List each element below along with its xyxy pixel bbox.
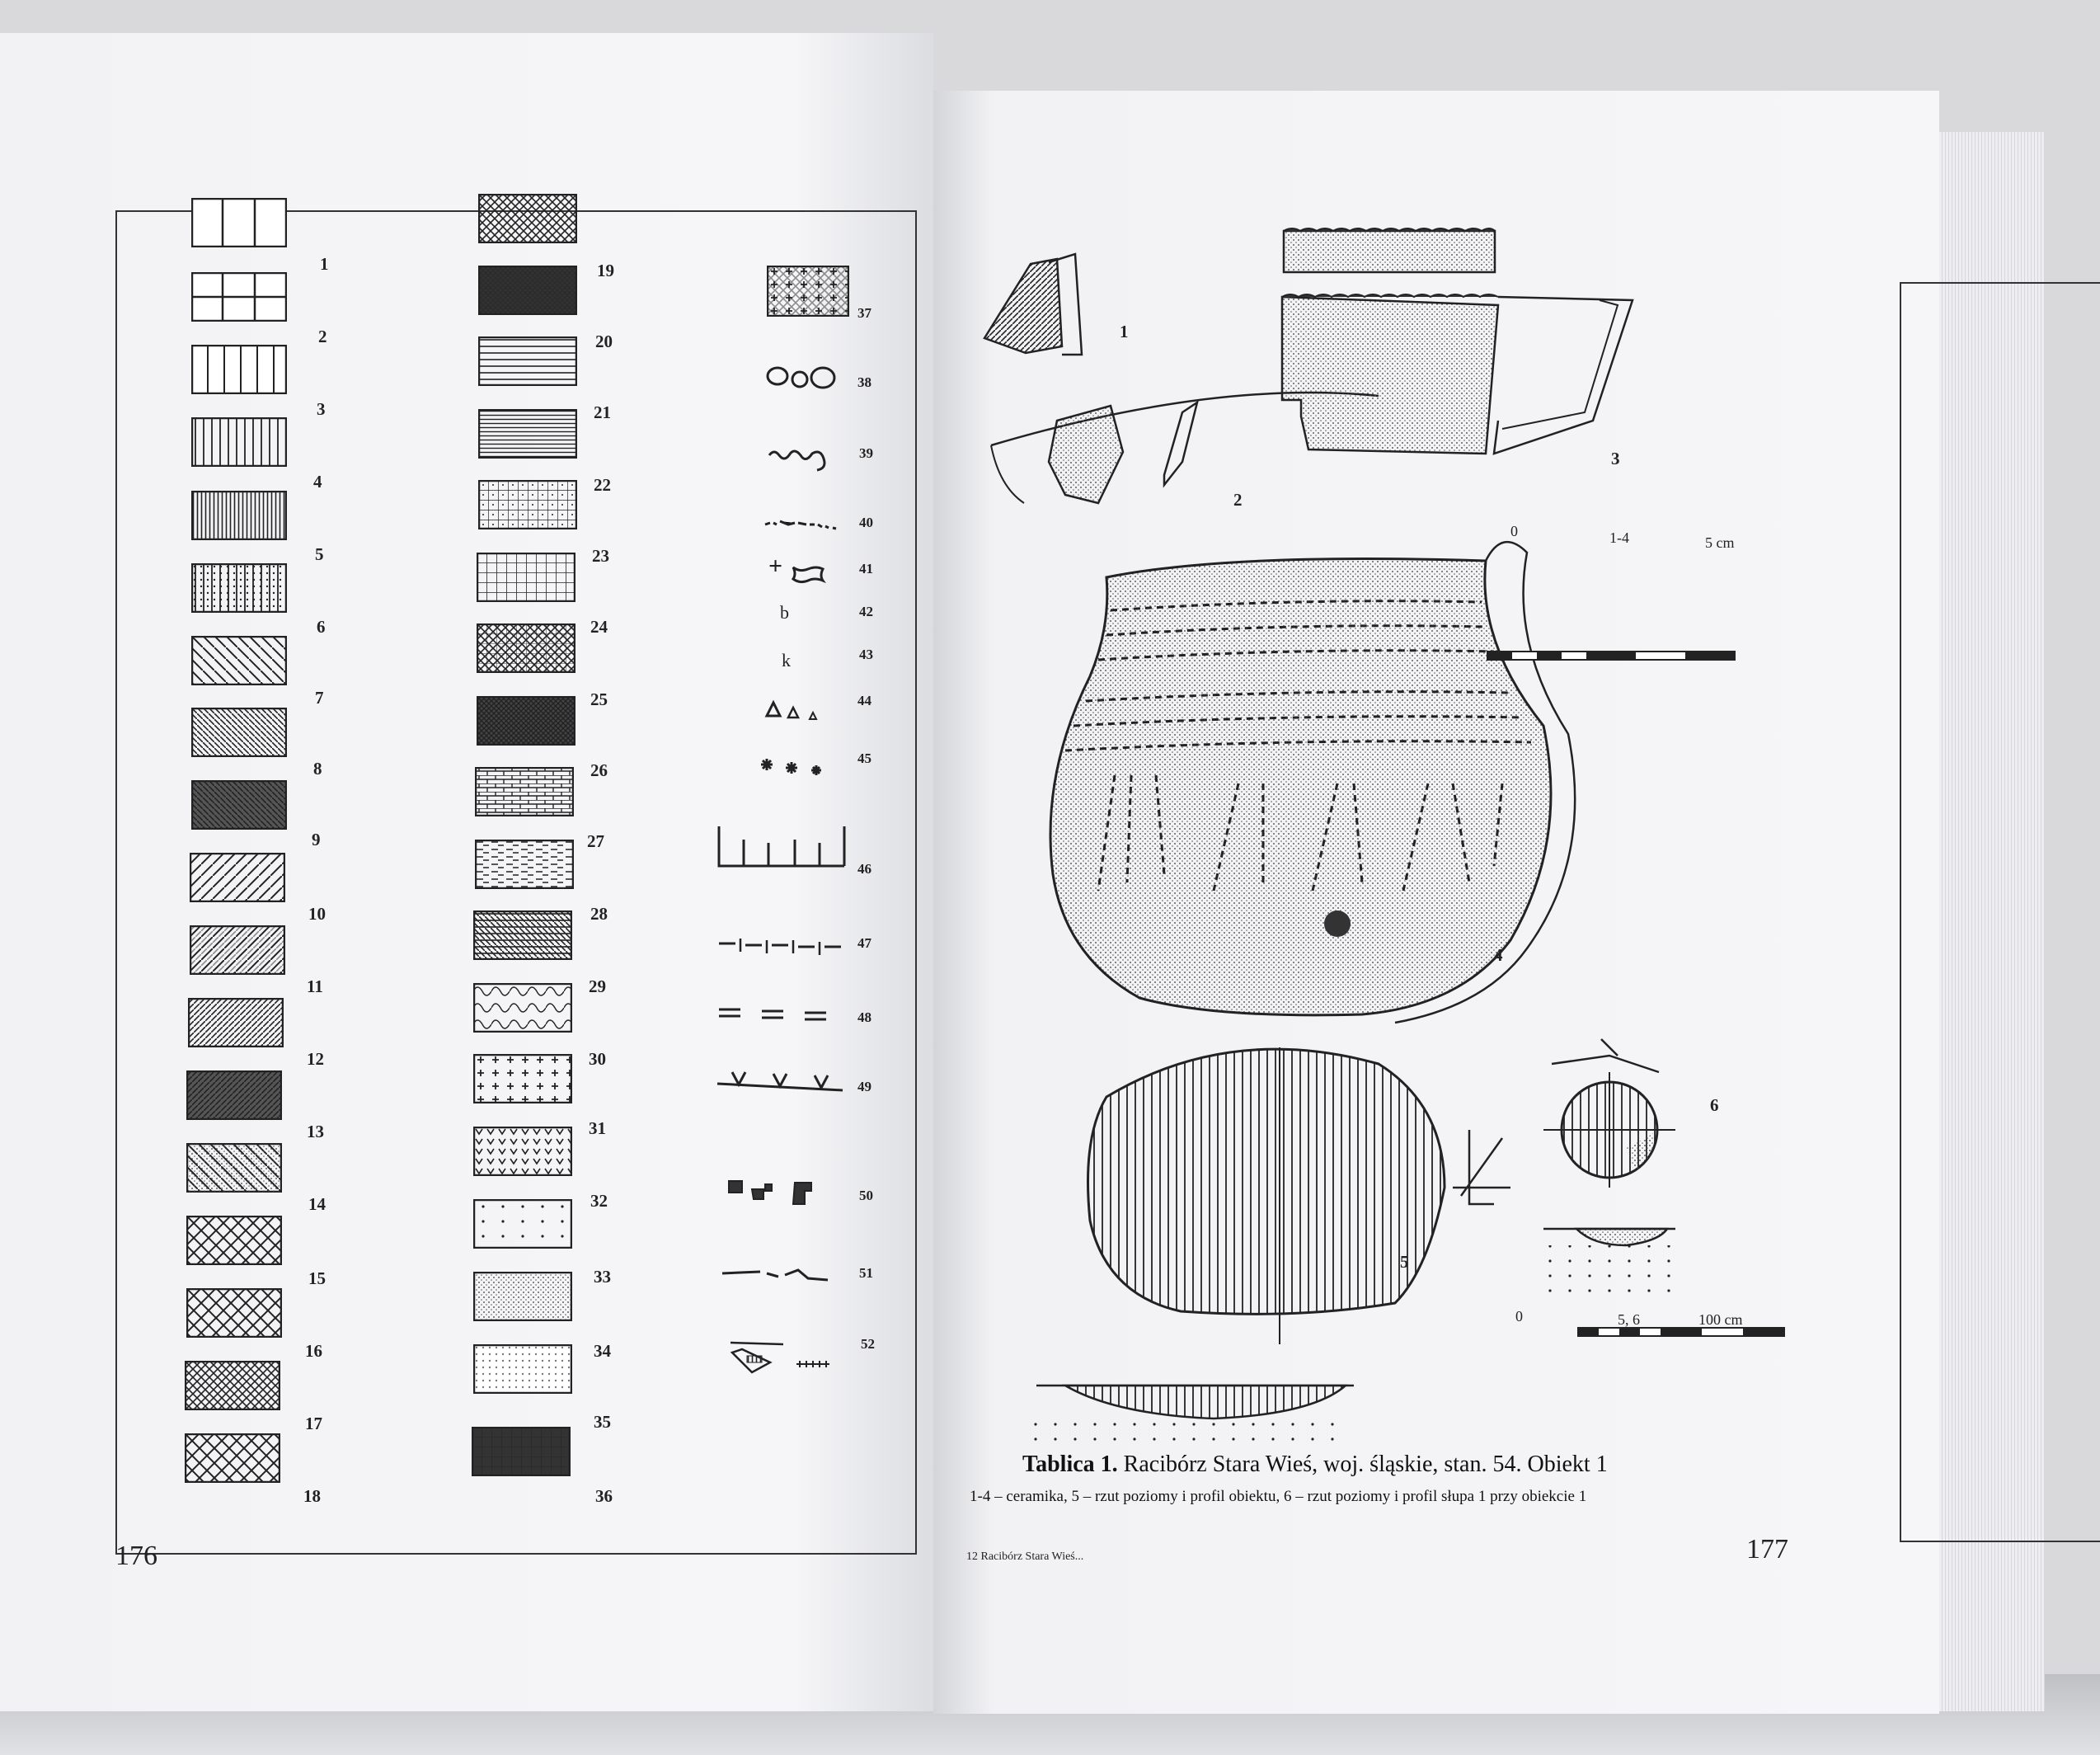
legend-number: 22 <box>594 475 611 495</box>
figure-label-3: 3 <box>1611 449 1620 468</box>
symbol-52 <box>726 1336 841 1386</box>
symbol-42: b <box>780 602 789 623</box>
swatch-36 <box>472 1427 571 1476</box>
swatch-5 <box>191 491 287 540</box>
legend-number: 7 <box>315 688 324 708</box>
figure-6-post <box>1543 1039 1684 1295</box>
legend-number: 15 <box>308 1268 326 1288</box>
swatch-9 <box>191 780 287 830</box>
swatch-30 <box>473 983 572 1033</box>
legend-number: 29 <box>589 976 606 996</box>
swatch-21 <box>478 336 577 386</box>
figure-label-6: 6 <box>1710 1095 1719 1115</box>
legend-number: 2 <box>318 327 327 346</box>
figure-label-1: 1 <box>1120 322 1129 341</box>
swatch-3 <box>191 345 287 394</box>
legend-number: 25 <box>590 689 608 709</box>
legend-number: 32 <box>590 1191 608 1211</box>
plate-drawings <box>966 214 1873 1468</box>
symbol-47 <box>716 934 848 958</box>
legend-number: 11 <box>307 976 323 996</box>
legend-number: 48 <box>857 1009 871 1025</box>
swatch-20 <box>478 266 577 315</box>
legend-number: 51 <box>859 1265 873 1281</box>
running-footer: 12 Racibórz Stara Wieś... <box>966 1550 1084 1563</box>
legend-number: 49 <box>857 1079 871 1094</box>
legend-number: 30 <box>589 1049 606 1069</box>
scale-large-start: 0 <box>1515 1308 1523 1324</box>
legend-number: 24 <box>590 617 608 637</box>
scale-small-start: 0 <box>1510 523 1518 539</box>
swatch-8 <box>191 708 287 757</box>
caption-label: Tablica 1. <box>1022 1452 1118 1477</box>
legend-number: 19 <box>597 261 614 280</box>
swatch-15 <box>186 1216 282 1265</box>
swatch-13 <box>186 1070 282 1120</box>
legend-number: 34 <box>594 1341 611 1361</box>
symbol-40 <box>763 515 846 539</box>
legend-number: 27 <box>587 831 604 851</box>
legend-number: 20 <box>595 332 613 351</box>
legend-number: 31 <box>589 1118 606 1138</box>
legend-number: 18 <box>303 1486 321 1506</box>
figure-label-4: 4 <box>1494 945 1503 965</box>
page-number-left: 176 <box>115 1541 157 1571</box>
symbol-49 <box>714 1064 846 1097</box>
figure-5-plan <box>1032 1047 1510 1452</box>
swatch-35 <box>473 1344 572 1394</box>
swatch-10 <box>190 853 285 902</box>
left-page <box>0 33 933 1711</box>
legend-number: 40 <box>859 515 873 530</box>
figure-1-sherd <box>984 254 1082 355</box>
legend-number: 6 <box>317 617 326 637</box>
swatch-26 <box>477 696 576 746</box>
legend-number: 45 <box>857 750 871 766</box>
symbol-41-bone <box>790 562 826 584</box>
plate-caption <box>1022 1452 1608 1478</box>
symbol-43: k <box>782 650 791 670</box>
scale-bar-large <box>1578 1328 1784 1336</box>
legend-number: 21 <box>594 402 611 422</box>
swatch-25 <box>477 623 576 673</box>
symbol-50 <box>724 1176 831 1217</box>
symbol-48 <box>716 1003 839 1028</box>
plate-subcaption: 1-4 – ceramika, 5 – rzut poziomy i profil obiektu, 6 – rzut poziomy i profil słupa 1 przy obiekcie 1 <box>970 1488 1587 1505</box>
swatch-23 <box>478 480 577 529</box>
figure-3-vessel-rim <box>1282 228 1633 454</box>
legend-number: 10 <box>308 904 326 924</box>
legend-number: 13 <box>307 1122 324 1141</box>
legend-number: 42 <box>859 604 873 619</box>
plate-frame <box>1900 282 2100 1542</box>
symbol-41-plus: + <box>768 553 783 580</box>
legend-number: 5 <box>315 544 324 564</box>
legend-number: 14 <box>308 1194 326 1214</box>
legend-number: 26 <box>590 760 608 780</box>
legend-number: 41 <box>859 561 873 576</box>
legend-number: 35 <box>594 1412 611 1432</box>
swatch-16 <box>186 1288 282 1338</box>
swatch-6 <box>191 563 287 613</box>
swatch-34 <box>473 1272 572 1321</box>
swatch-12 <box>188 998 284 1047</box>
swatch-29 <box>473 910 572 960</box>
swatch-31 <box>473 1054 572 1103</box>
swatch-28 <box>475 840 574 889</box>
scale-large-mid: 5, 6 <box>1618 1311 1640 1328</box>
symbol-37 <box>767 266 849 317</box>
swatch-14 <box>186 1143 282 1193</box>
scale-large-end: 100 cm <box>1698 1311 1743 1328</box>
legend-number: 17 <box>305 1414 322 1433</box>
legend-number: 8 <box>313 759 322 779</box>
legend-number: 4 <box>313 472 322 492</box>
legend-number: 16 <box>305 1341 322 1361</box>
legend-number: 38 <box>857 374 871 390</box>
swatch-18 <box>185 1433 280 1483</box>
legend-number: 33 <box>594 1267 611 1287</box>
legend-number: 37 <box>857 305 871 321</box>
swatch-2 <box>191 272 287 322</box>
page-number-right: 177 <box>1746 1534 1788 1564</box>
swatch-11 <box>190 925 285 975</box>
symbol-38 <box>765 361 839 394</box>
legend-number: 12 <box>307 1049 324 1069</box>
legend-number: 1 <box>320 254 329 274</box>
symbol-51 <box>719 1262 834 1287</box>
symbol-45 <box>760 752 826 777</box>
legend-number: 46 <box>857 861 871 877</box>
swatch-17 <box>185 1361 280 1410</box>
symbol-39 <box>765 439 839 480</box>
caption-text: Racibórz Stara Wieś, woj. śląskie, stan. 54. Obiekt 1 <box>1117 1452 1608 1477</box>
scale-bar-small <box>1487 652 1735 660</box>
legend-number: 23 <box>592 546 609 566</box>
swatch-22 <box>478 409 577 459</box>
legend-number: 28 <box>590 904 608 924</box>
legend-number: 44 <box>857 693 871 708</box>
legend-number: 3 <box>317 399 326 419</box>
swatch-19 <box>478 194 577 243</box>
figure-label-5: 5 <box>1400 1252 1409 1272</box>
swatch-32 <box>473 1127 572 1176</box>
swatch-24 <box>477 553 576 602</box>
swatch-27 <box>475 767 574 816</box>
legend-number: 50 <box>859 1188 873 1203</box>
swatch-1 <box>191 198 287 247</box>
legend-number: 43 <box>859 647 873 662</box>
swatch-7 <box>191 636 287 685</box>
scale-small-mid: 1-4 <box>1609 529 1629 546</box>
symbol-46 <box>716 823 848 873</box>
legend-number: 39 <box>859 445 873 461</box>
swatch-4 <box>191 417 287 467</box>
legend-number: 9 <box>312 830 321 849</box>
swatch-33 <box>473 1199 572 1249</box>
figure-label-2: 2 <box>1233 490 1243 510</box>
scale-small-end: 5 cm <box>1705 534 1735 551</box>
legend-number: 52 <box>861 1336 875 1352</box>
legend-number: 47 <box>857 935 871 951</box>
legend-number: 36 <box>595 1486 613 1506</box>
symbol-44 <box>763 696 829 721</box>
